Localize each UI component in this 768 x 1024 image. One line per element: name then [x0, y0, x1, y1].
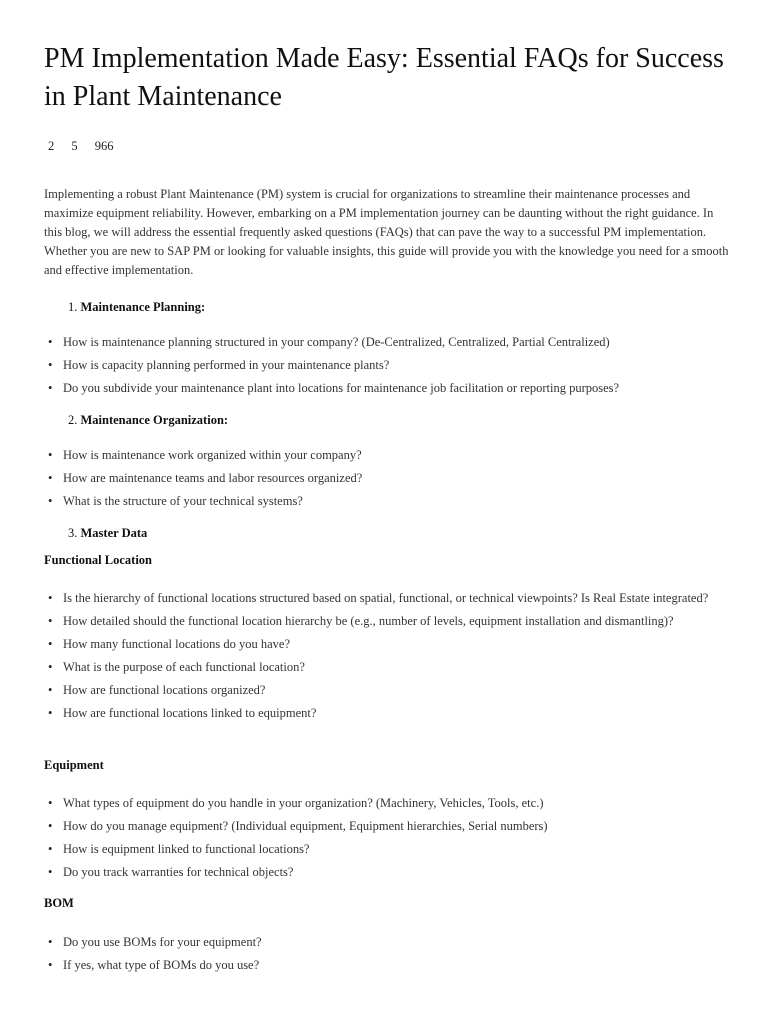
meta-value-1: 2 [48, 139, 55, 153]
section-title: Maintenance Organization: [80, 413, 229, 427]
subheading-bom: BOM [44, 896, 74, 910]
list-item: • How are functional locations organized? [44, 681, 744, 700]
list-item: • How are functional locations linked to equipment? [44, 704, 744, 723]
section-number: 1. [68, 300, 78, 314]
list-item: • How is maintenance work organized within your company? [44, 446, 744, 465]
maintenance-planning-list [44, 333, 744, 402]
section-title: Maintenance Planning: [80, 300, 206, 314]
section-title: Master Data [80, 526, 148, 540]
list-item: • How do you manage equipment? (Individual equipment, Equipment hierarchies, Serial numbers) [44, 817, 744, 836]
subheading-equipment: Equipment [44, 758, 104, 772]
functional-location-list [44, 589, 744, 727]
meta-value-2: 5 [71, 139, 78, 153]
meta-value-3: 966 [94, 139, 114, 153]
list-item: • How is equipment linked to functional locations? [44, 840, 744, 859]
equipment-list [44, 794, 744, 886]
list-item: • Do you track warranties for technical objects? [44, 863, 744, 882]
section-number: 2. [68, 413, 78, 427]
article-meta [48, 139, 128, 154]
list-item: • How is capacity planning performed in your maintenance plants? [44, 356, 744, 375]
list-item: • Do you use BOMs for your equipment? [44, 933, 744, 952]
list-item: • How is maintenance planning structured in your company? (De-Centralized, Centralized, Partial Centralized) [44, 333, 744, 352]
section-heading-maintenance-organization [68, 413, 228, 428]
list-item: • What is the structure of your technical systems? [44, 492, 744, 511]
list-item: • What types of equipment do you handle in your organization? (Machinery, Vehicles, Tools, etc.) [44, 794, 744, 813]
list-item: • How detailed should the functional location hierarchy be (e.g., number of levels, equipment installation and dismantling)? [44, 612, 744, 631]
maintenance-organization-list [44, 446, 744, 515]
section-heading-maintenance-planning [68, 300, 205, 315]
list-item: • Is the hierarchy of functional locations structured based on spatial, functional, or technical viewpoints? Is Real Estate integrated? [44, 589, 744, 608]
section-number: 3. [68, 526, 78, 540]
list-item: • How are maintenance teams and labor resources organized? [44, 469, 744, 488]
section-heading-master-data [68, 526, 147, 541]
subheading-functional-location: Functional Location [44, 553, 152, 567]
list-item: • If yes, what type of BOMs do you use? [44, 956, 744, 975]
list-item: • How many functional locations do you have? [44, 635, 744, 654]
intro-paragraph: Implementing a robust Plant Maintenance (PM) system is crucial for organizations to streamline their maintenance processes and maximize equipment reliability. However, embarking on a PM implementation journey can be daunting without the right guidance. In this blog, we will address the essential frequently asked questions (FAQs) that can pave the way to a successful PM implementation. Whether you are new to SAP PM or looking for valuable insights, this guide will provide you with the knowledge you need for a smooth and effective implementation. [44, 187, 729, 277]
list-item: • What is the purpose of each functional location? [44, 658, 744, 677]
list-item: • Do you subdivide your maintenance plant into locations for maintenance job facilitation or reporting purposes? [44, 379, 744, 398]
bom-list [44, 933, 744, 979]
page-title: PM Implementation Made Easy: Essential FAQs for Success in Plant Maintenance [44, 43, 724, 112]
